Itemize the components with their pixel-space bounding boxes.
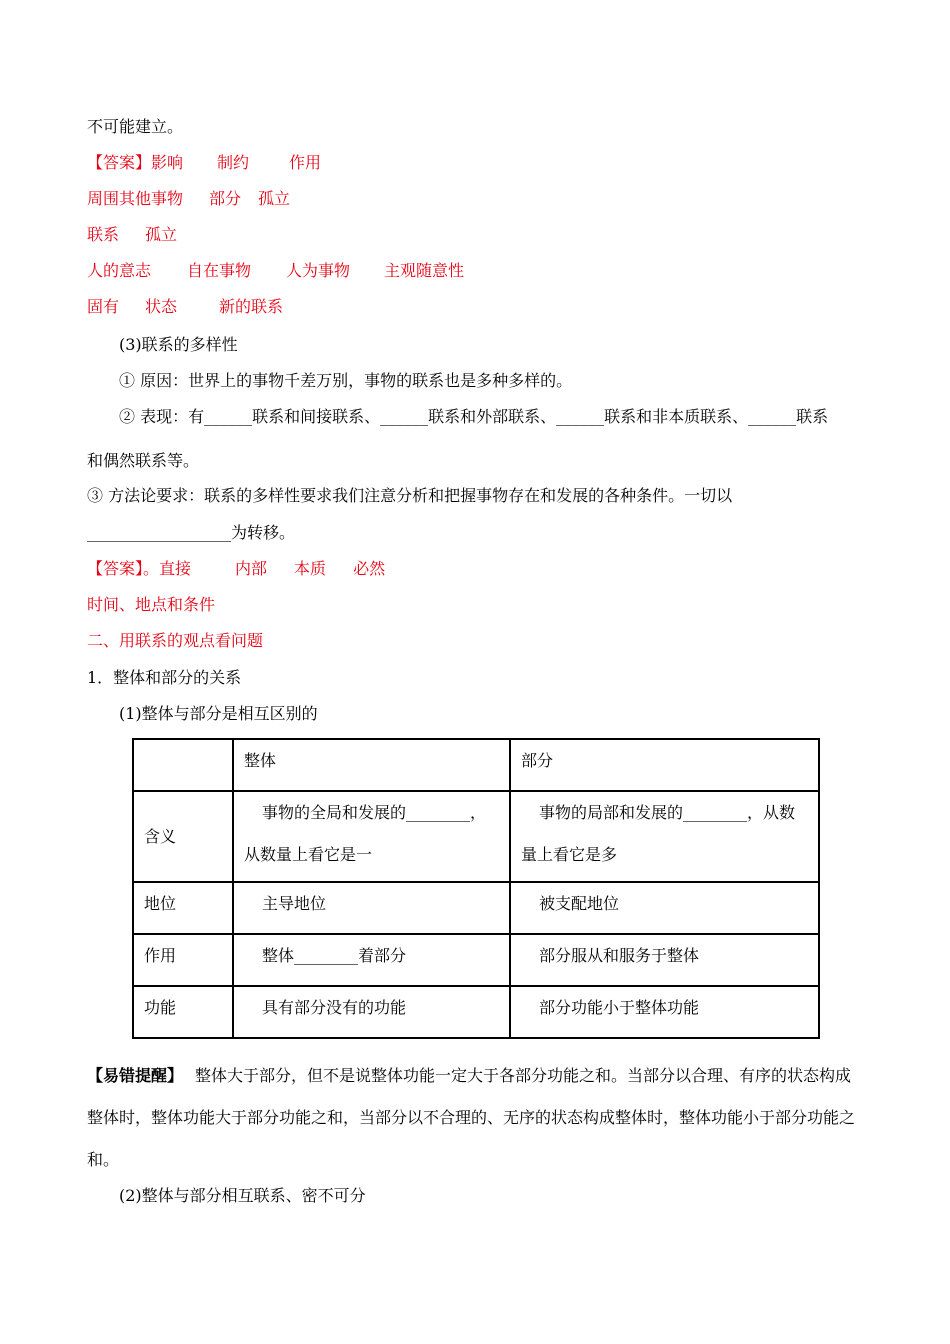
answer-term: 联系 bbox=[87, 225, 120, 244]
table-row bbox=[133, 791, 819, 882]
cell-text: 整体________着部分 bbox=[262, 946, 407, 965]
table-cell bbox=[233, 934, 510, 986]
cell-text: 事物的全局和发展的________，从数量上看它是一 bbox=[244, 803, 487, 864]
cell-text: 事物的局部和发展的________，从数量上看它是多 bbox=[521, 803, 796, 864]
table-header-cell: 整体 bbox=[233, 739, 510, 791]
answer-line bbox=[87, 558, 385, 580]
text-line: __________________为转移。 bbox=[87, 523, 296, 542]
sub-heading: (2)整体与部分相互联系、密不可分 bbox=[119, 1186, 366, 1205]
tip-text: 整体大于部分，但不是说整体功能一定大于各部分功能之和。当部分以合理、有序的状态构成整体时，整体功能大于部分功能之和，当部分以不合理的、无序的状态构成整体时，整体功能小于部分功能之和。 bbox=[87, 1066, 856, 1169]
answer-term: 固有 bbox=[87, 297, 120, 316]
comparison-table bbox=[132, 738, 820, 1039]
answer-term: 人为事物 bbox=[286, 261, 351, 280]
table-row bbox=[133, 934, 819, 986]
answer-term: 必然 bbox=[353, 559, 386, 578]
row-label: 作用 bbox=[133, 934, 233, 986]
table-cell bbox=[233, 882, 510, 934]
answer-term: 内部 bbox=[235, 559, 268, 578]
answer-term: 本质 bbox=[294, 559, 327, 578]
text-line: 和偶然联系等。 bbox=[87, 451, 200, 470]
cell-text: 部分服从和服务于整体 bbox=[539, 946, 700, 965]
answer-line bbox=[87, 296, 283, 318]
answer-term: 人的意志 bbox=[87, 261, 152, 280]
answer-term: 部分 bbox=[209, 189, 242, 208]
tip-label: 【易错提醒】 bbox=[87, 1066, 184, 1085]
item-heading: 1．整体和部分的关系 bbox=[87, 668, 242, 687]
table-cell bbox=[510, 934, 819, 986]
section-heading: (3)联系的多样性 bbox=[119, 335, 238, 354]
tip-paragraph bbox=[87, 1055, 867, 1181]
answer-line bbox=[87, 152, 321, 174]
text-line: ① 原因：世界上的事物千差万别，事物的联系也是多种多样的。 bbox=[119, 371, 573, 390]
table-cell bbox=[233, 791, 510, 882]
cell-text: 主导地位 bbox=[262, 894, 327, 913]
answer-line: 时间、地点和条件 bbox=[87, 595, 216, 614]
answer-term: 状态 bbox=[145, 297, 178, 316]
cell-text: 被支配地位 bbox=[539, 894, 620, 913]
text-line: ② 表现：有______联系和间接联系、______联系和外部联系、______联系和非本质联系、______联系 bbox=[119, 407, 829, 426]
cell-text: 具有部分没有的功能 bbox=[262, 998, 407, 1017]
answer-term: 周围其他事物 bbox=[87, 189, 184, 208]
answer-label: 【答案】 bbox=[87, 153, 152, 172]
answer-line bbox=[87, 224, 177, 246]
section-heading: 二、用联系的观点看问题 bbox=[87, 631, 264, 650]
text-line: ③ 方法论要求：联系的多样性要求我们注意分析和把握事物存在和发展的各种条件。一切以 bbox=[87, 486, 733, 505]
answer-term: 作用 bbox=[289, 153, 322, 172]
row-label: 功能 bbox=[133, 986, 233, 1038]
table-cell bbox=[510, 882, 819, 934]
sub-heading: (1)整体与部分是相互区别的 bbox=[119, 704, 318, 723]
table-cell bbox=[510, 791, 819, 882]
answer-term: 孤立 bbox=[145, 225, 178, 244]
answer-label: 【答案】 bbox=[87, 559, 144, 578]
table-row bbox=[133, 882, 819, 934]
answer-line bbox=[87, 188, 290, 210]
answer-term: 新的联系 bbox=[219, 297, 284, 316]
answer-term: 影响 bbox=[151, 153, 184, 172]
answer-term: 。直接 bbox=[143, 559, 192, 578]
table-row bbox=[133, 986, 819, 1038]
table-cell bbox=[510, 986, 819, 1038]
answer-term: 自在事物 bbox=[187, 261, 252, 280]
row-label: 地位 bbox=[133, 882, 233, 934]
answer-term: 主观随意性 bbox=[384, 261, 465, 280]
text-line: 不可能建立。 bbox=[87, 117, 184, 136]
answer-term: 孤立 bbox=[258, 189, 291, 208]
row-label: 含义 bbox=[133, 791, 233, 882]
answer-line bbox=[87, 260, 464, 282]
cell-text: 部分功能小于整体功能 bbox=[539, 998, 700, 1017]
table-cell bbox=[233, 986, 510, 1038]
table-header-row bbox=[133, 739, 819, 791]
table-header-cell: 部分 bbox=[510, 739, 819, 791]
table-header-cell bbox=[133, 739, 233, 791]
answer-term: 制约 bbox=[217, 153, 250, 172]
